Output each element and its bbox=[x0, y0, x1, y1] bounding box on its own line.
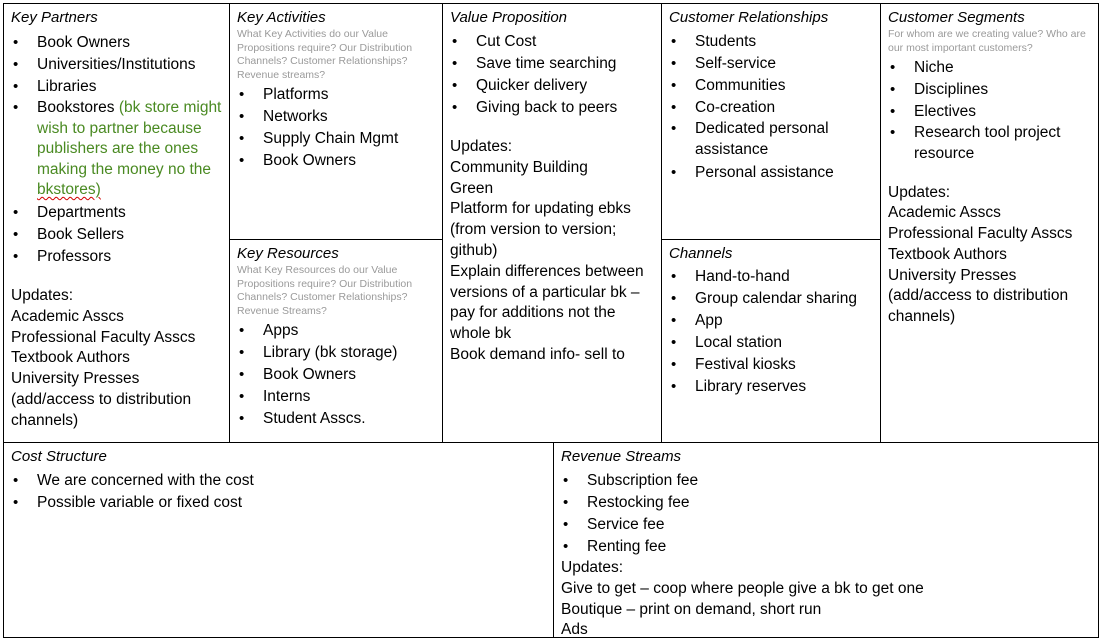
cost-structure-list bbox=[11, 470, 547, 514]
key-partners-section bbox=[3, 3, 230, 443]
cost-structure-section bbox=[3, 442, 554, 638]
list-item: • Service fee bbox=[561, 514, 1092, 536]
list-item: • Libraries bbox=[11, 76, 223, 98]
list-item: • Dedicated personal assistance bbox=[669, 119, 874, 162]
list-item: • Personal assistance bbox=[669, 162, 874, 184]
channels-title: Channels bbox=[669, 245, 733, 262]
list-item: • Communities bbox=[669, 75, 874, 97]
list-item: • Save time searching bbox=[450, 53, 655, 75]
channels-list bbox=[669, 266, 874, 398]
list-item: • Interns bbox=[237, 386, 436, 408]
customer-segments-updates: Updates: Academic Asscs Professional Faculty Asscs Textbook Authors University Presses (add/access to distribution channels) bbox=[888, 183, 1073, 326]
list-item: • Cut Cost bbox=[450, 31, 655, 53]
bookstores-label: Bookstores bbox=[37, 99, 119, 116]
key-resources-list bbox=[237, 320, 436, 430]
list-item: • Library reserves bbox=[669, 376, 874, 398]
list-item: • Book Owners bbox=[237, 364, 436, 386]
customer-segments-title: Customer Segments bbox=[888, 9, 1025, 26]
bookstores-note-end: bkstores) bbox=[37, 181, 101, 198]
list-item: • Book Owners bbox=[237, 150, 436, 172]
list-item: • Departments bbox=[11, 202, 223, 224]
revenue-streams-title: Revenue Streams bbox=[561, 448, 682, 465]
list-item: • Festival kiosks bbox=[669, 354, 874, 376]
key-activities-list bbox=[237, 84, 436, 172]
customer-segments-list bbox=[888, 57, 1092, 166]
customer-relationships-section bbox=[661, 3, 881, 240]
list-item: • Book Sellers bbox=[11, 224, 223, 246]
key-resources-title: Key Resources bbox=[237, 245, 339, 262]
key-resources-hint: What Key Resources do our Value Propositions require? Our Distribution Channels? Customer Relationships? Revenue Streams? bbox=[237, 264, 413, 317]
list-item: • Hand-to-hand bbox=[669, 266, 874, 288]
list-item: • Student Asscs. bbox=[237, 408, 436, 430]
list-item: • Disciplines bbox=[888, 79, 1092, 101]
list-item: • Students bbox=[669, 31, 874, 53]
list-item: • Giving back to peers bbox=[450, 97, 655, 119]
key-activities-hint: What Key Activities do our Value Propositions require? Our Distribution Channels? Customer Relationships? Revenue streams? bbox=[237, 28, 413, 81]
list-item: • Local station bbox=[669, 332, 874, 354]
list-item: • Apps bbox=[237, 320, 436, 342]
list-item: • Subscription fee bbox=[561, 470, 1092, 492]
list-item: • Electives bbox=[888, 101, 1092, 123]
list-item: • Renting fee bbox=[561, 536, 1092, 558]
list-item: • Universities/Institutions bbox=[11, 54, 223, 76]
revenue-streams-section bbox=[553, 442, 1099, 638]
list-item: • Platforms bbox=[237, 84, 436, 106]
list-item-bookstores bbox=[11, 98, 223, 202]
list-item: • Networks bbox=[237, 106, 436, 128]
key-partners-updates: Updates: Academic Asscs Professional Faculty Asscs Textbook Authors University Presses (add/access to distribution channels) bbox=[11, 287, 196, 429]
revenue-streams-updates: Updates: Give to get – coop where people give a bk to get one Boutique – print on demand, short run Ads bbox=[561, 559, 924, 638]
list-item: • Supply Chain Mgmt bbox=[237, 128, 436, 150]
list-item: • Group calendar sharing bbox=[669, 288, 874, 310]
list-item: • Possible variable or fixed cost bbox=[11, 492, 547, 514]
customer-segments-hint: For whom are we creating value? Who are our most important customers? bbox=[888, 28, 1086, 54]
list-item: • Self-service bbox=[669, 53, 874, 75]
value-proposition-section bbox=[442, 3, 662, 443]
list-item: • Niche bbox=[888, 57, 1092, 79]
value-proposition-list bbox=[450, 31, 655, 119]
bookstores-note: (bk store might wish to partner because publishers are the ones making the money no the bbox=[37, 99, 222, 178]
list-item: • Library (bk storage) bbox=[237, 342, 436, 364]
key-partners-title: Key Partners bbox=[11, 9, 98, 26]
list-item: • Research tool project resource bbox=[888, 123, 1092, 166]
revenue-streams-list bbox=[561, 470, 1092, 558]
customer-relationships-title: Customer Relationships bbox=[669, 9, 829, 26]
list-item: • App bbox=[669, 310, 874, 332]
key-partners-list bbox=[11, 32, 223, 268]
list-item: • Restocking fee bbox=[561, 492, 1092, 514]
channels-section bbox=[661, 239, 881, 443]
list-item: • Book Owners bbox=[11, 32, 223, 54]
customer-relationships-list bbox=[669, 31, 874, 184]
cost-structure-title: Cost Structure bbox=[11, 448, 107, 465]
key-resources-section bbox=[229, 239, 443, 443]
key-activities-section bbox=[229, 3, 443, 240]
list-item: • Quicker delivery bbox=[450, 75, 655, 97]
key-activities-title: Key Activities bbox=[237, 9, 326, 26]
list-item: • We are concerned with the cost bbox=[11, 470, 547, 492]
value-proposition-updates: Updates: Community Building Green Platform for updating ebks (from version to version; github) Explain differences between versions of a particular bk – pay for additions not the whole bk Book demand info- sell to bbox=[450, 138, 644, 363]
list-item: • Professors bbox=[11, 246, 223, 268]
value-proposition-title: Value Proposition bbox=[450, 9, 568, 26]
customer-segments-section bbox=[880, 3, 1099, 443]
list-item: • Co-creation bbox=[669, 97, 874, 119]
